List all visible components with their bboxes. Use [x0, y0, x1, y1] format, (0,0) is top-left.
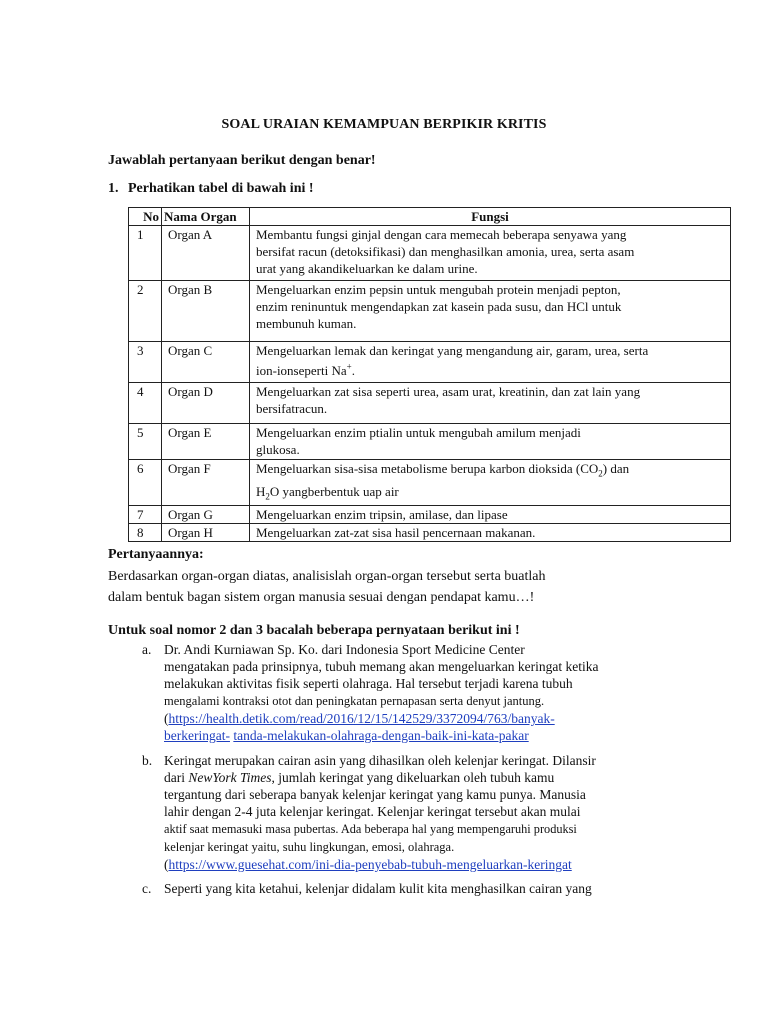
fungsi-line: enzim reninuntuk mengendapkan zat kasein pada susu, dan HCl untuk [256, 299, 622, 314]
statement-line: aktif saat memasuki masa pubertas. Ada beberapa hal yang mempengaruhi produksi [164, 822, 577, 836]
fungsi-line: Mengeluarkan enzim pepsin untuk mengubah protein menjadi pepton, [256, 282, 621, 297]
statement-line: dari [164, 770, 185, 785]
fungsi-line: Mengeluarkan sisa-sisa metabolisme berupa karbon dioksida $(CO_2)$ dan [256, 461, 630, 479]
cell-no: 1 [129, 226, 162, 281]
cell-fungsi [250, 342, 731, 383]
statement-a [142, 641, 654, 751]
table-row [129, 383, 731, 424]
reading-note: Untuk soal nomor 2 dan 3 bacalah beberapa pernyataan berikut ini ! [108, 623, 520, 638]
fungsi-line: Mengeluarkan lemak dan keringat yang mengandung air, garam, urea, serta [256, 343, 649, 358]
source-link[interactable]: tanda-melakukan-olahraga-dengan-baik-ini-kata-pakar [233, 728, 529, 743]
pertanyaan-heading: Pertanyaannya: [108, 547, 204, 562]
statement-line: Dr. Andi Kurniawan Sp. Ko. dari Indonesia Sport Medicine Center [164, 642, 525, 657]
cell-no: 6 [129, 460, 162, 506]
statement-line: Keringat merupakan cairan asin yang dihasilkan oleh kelenjar keringat. Dilansir [164, 753, 596, 768]
cell-organ: Organ E [162, 424, 250, 460]
cell-organ: Organ C [162, 342, 250, 383]
table-row [129, 460, 731, 506]
fungsi-line: bersifatracun. [256, 401, 328, 416]
pertanyaan-line: dalam bentuk bagan sistem organ manusia sesuai dengan pendapat kamu…! [108, 590, 535, 605]
pertanyaan-paragraph [108, 566, 608, 608]
cell-organ: Organ F [162, 460, 250, 506]
fungsi-line: Mengeluarkan zat-zat sisa hasil pencernaan makanan. [256, 525, 536, 541]
cell-no: 4 [129, 383, 162, 424]
cell-no: 3 [129, 342, 162, 383]
statement-c [142, 880, 654, 900]
pertanyaan-line: Berdasarkan organ-organ diatas, analisislah organ-organ tersebut serta buatlah [108, 569, 546, 584]
cell-fungsi [250, 383, 731, 424]
statement-line: tergantung dari seberapa banyak kelenjar keringat yang kamu punya. Manusia [164, 787, 586, 802]
fungsi-line: $H_2O$ yangberbentuk uap air [256, 483, 399, 502]
table-row [129, 524, 731, 542]
statement-label: b. [142, 753, 153, 768]
fungsi-line: urat yang akandikeluarkan ke dalam urine. [256, 261, 478, 276]
question-text: Perhatikan tabel di bawah ini ! [128, 181, 314, 196]
cell-organ: Organ G [162, 506, 250, 524]
cell-no: 5 [129, 424, 162, 460]
page-title: SOAL URAIAN KEMAMPUAN BERPIKIR KRITIS [221, 117, 547, 132]
fungsi-line: Mengeluarkan zat sisa seperti urea, asam urat, kreatinin, dan zat lain yang [256, 384, 641, 399]
statement-body: Dr. Andi Kurniawan Sp. Ko. dari Indonesia Sport Medicine Center mengatakan pada prinsipnya, tubuh memang akan mengeluarkan keringat ketika melakukan aktivitas fisik seperti olahraga. Hal tersebut terjadi karena tubuh mengalami kontraksi otot dan peningkatan pernapasan serta denyut jantung. (https://health.detik.com/read/2016/12/15/142529/3372094/763/banyak- berkeringat- tanda-melakukan-olahraga-dengan-baik-ini-kata-pakar [164, 642, 599, 743]
fungsi-line: Membantu fungsi ginjal dengan cara memecah beberapa senyawa yang [256, 227, 627, 242]
table-row [129, 424, 731, 460]
statement-body [164, 880, 654, 897]
statement-body: Keringat merupakan cairan asin yang dihasilkan oleh kelenjar keringat. Dilansir dari NewYork Times, jumlah keringat yang dikeluarkan oleh tubuh kamu tergantung dari seberapa banyak kelenjar keringat yang kamu punya. Manusia lahir dengan 2-4 juta kelenjar keringat. Kelenjar keringat tersebut akan mulai aktif saat memasuki masa pubertas. Ada beberapa hal yang mempengaruhi produksi kelenjar keringat yaitu, suhu lingkungan, emosi, olahraga. (https://www.guesehat.com/ini-dia-penyebab-tubuh-mengeluarkan-keringat [164, 753, 596, 872]
table-row [129, 342, 731, 383]
statement-line: Seperti yang kita ketahui, kelenjar didalam kulit kita menghasilkan cairan yang [164, 881, 592, 896]
fungsi-line: membunuh kuman. [256, 316, 357, 331]
statement-line: melakukan aktivitas fisik seperti olahraga. Hal tersebut terjadi karena tubuh [164, 676, 573, 691]
cell-organ: Organ H [162, 524, 250, 542]
statement-line: kelenjar keringat yaitu, suhu lingkungan, emosi, olahraga. [164, 840, 455, 854]
statement-label: a. [142, 642, 152, 657]
source-link[interactable]: berkeringat- [164, 728, 230, 743]
cell-fungsi [250, 524, 731, 542]
source-link[interactable]: https://www.guesehat.com/ini-dia-penyebab-tubuh-mengeluarkan-keringat [168, 857, 572, 872]
table-row [129, 226, 731, 281]
cell-fungsi [250, 460, 731, 506]
cell-organ: Organ B [162, 281, 250, 342]
fungsi-line: Mengeluarkan enzim tripsin, amilase, dan lipase [256, 507, 508, 523]
cell-fungsi [250, 506, 731, 524]
statement-line: mengatakan pada prinsipnya, tubuh memang akan mengeluarkan keringat ketika [164, 659, 599, 674]
statement-line: mengalami kontraksi otot dan peningkatan pernapasan serta denyut jantung. [164, 694, 545, 708]
cell-no: 2 [129, 281, 162, 342]
statement-b [142, 752, 654, 877]
question-number: 1. [108, 181, 119, 196]
source-link[interactable]: https://health.detik.com/read/2016/12/15/142529/3372094/763/banyak- [168, 711, 555, 726]
header-no: No [129, 208, 162, 226]
table-row [129, 506, 731, 524]
header-fungsi: Fungsi [250, 208, 731, 226]
instruction-text: Jawablah pertanyaan berikut dengan benar! [108, 153, 376, 168]
cell-organ: Organ D [162, 383, 250, 424]
cell-fungsi [250, 226, 731, 281]
header-nama-organ: Nama Organ [162, 208, 250, 226]
cell-organ: Organ A [162, 226, 250, 281]
fungsi-line: bersifat racun (detoksifikasi) dan menghasilkan amonia, urea, serta asam [256, 244, 635, 259]
fungsi-line: Mengeluarkan enzim ptialin untuk mengubah amilum menjadi [256, 425, 581, 440]
statement-line: , jumlah keringat yang dikeluarkan oleh tubuh kamu [271, 770, 555, 785]
statement-italic: NewYork Times [188, 770, 272, 785]
fungsi-line: glukosa. [256, 442, 300, 457]
statement-label: c. [142, 881, 152, 896]
fungsi-line: ion-ionseperti Na+. [256, 362, 355, 379]
cell-no: 8 [129, 524, 162, 542]
cell-fungsi [250, 281, 731, 342]
cell-fungsi [250, 424, 731, 460]
organ-function-table [128, 207, 731, 542]
table-header-row [129, 208, 731, 226]
table-row [129, 281, 731, 342]
cell-no: 7 [129, 506, 162, 524]
statement-line: lahir dengan 2-4 juta kelenjar keringat. Kelenjar keringat tersebut akan mulai [164, 804, 581, 819]
